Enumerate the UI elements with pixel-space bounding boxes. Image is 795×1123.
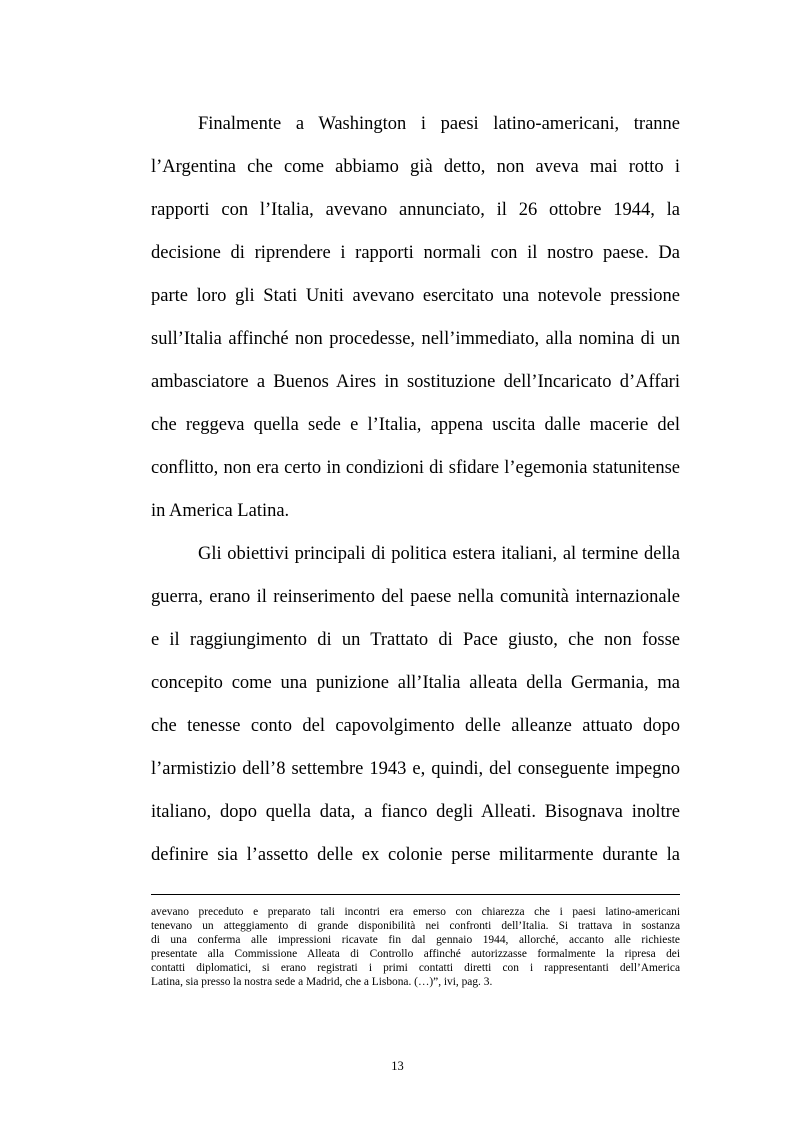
page-number: 13 [391, 1059, 404, 1073]
footnote-line: di una conferma alle impressioni ricavate fin dal gennaio 1944, allorché, accanto alle richieste [151, 934, 680, 946]
paragraph-line: Gli obiettivi principali di politica estera italiani, al termine della [198, 544, 680, 564]
paragraph-line: l’armistizio dell’8 settembre 1943 e, quindi, del conseguente impegno [151, 759, 680, 779]
paragraph-line: concepito come una punizione all’Italia alleata della Germania, ma [151, 673, 680, 693]
paragraph-line: parte loro gli Stati Uniti avevano esercitato una notevole pressione [151, 286, 680, 306]
paragraph-line: che reggeva quella sede e l’Italia, appena uscita dalle macerie del [151, 415, 680, 435]
footnote-line: contatti diplomatici, si erano registrati i primi contatti diretti con i rappresentanti dell’America [151, 962, 680, 974]
paragraph-line: conflitto, non era certo in condizioni di sfidare l’egemonia statunitense [151, 458, 680, 478]
paragraph-line: l’Argentina che come abbiamo già detto, non aveva mai rotto i [151, 157, 680, 177]
paragraph-line: definire sia l’assetto delle ex colonie perse militarmente durante la [151, 845, 680, 865]
paragraph-line: italiano, dopo quella data, a fianco degli Alleati. Bisognava inoltre [151, 802, 680, 822]
footnote-line: tenevano un atteggiamento di grande disponibilità nei confronti dell’Italia. Si trattava in sostanza [151, 920, 680, 932]
footnote-separator [151, 894, 680, 895]
footnote-line: Latina, sia presso la nostra sede a Madrid, che a Lisbona. (…)”, ivi, pag. 3. [151, 976, 493, 988]
paragraph-line: decisione di riprendere i rapporti normali con il nostro paese. Da [151, 243, 680, 263]
paragraph-line: che tenesse conto del capovolgimento delle alleanze attuato dopo [151, 716, 680, 736]
paragraph-line: sull’Italia affinché non procedesse, nell’immediato, alla nomina di un [151, 329, 680, 349]
paragraph-line: guerra, erano il reinserimento del paese nella comunità internazionale [151, 587, 680, 607]
paragraph-line: in America Latina. [151, 501, 290, 521]
paragraph-line: Finalmente a Washington i paesi latino-americani, tranne [198, 114, 680, 134]
paragraph-line: rapporti con l’Italia, avevano annunciato, il 26 ottobre 1944, la [151, 200, 680, 220]
footnote-line: avevano preceduto e preparato tali incontri era emerso con chiarezza che i paesi latino-americani [151, 906, 680, 918]
footnote-line: presentate alla Commissione Alleata di Controllo affinché autorizzasse formalmente la ripresa dei [151, 948, 680, 960]
paragraph-line: e il raggiungimento di un Trattato di Pace giusto, che non fosse [151, 630, 680, 650]
paragraph-line: ambasciatore a Buenos Aires in sostituzione dell’Incaricato d’Affari [151, 372, 680, 392]
